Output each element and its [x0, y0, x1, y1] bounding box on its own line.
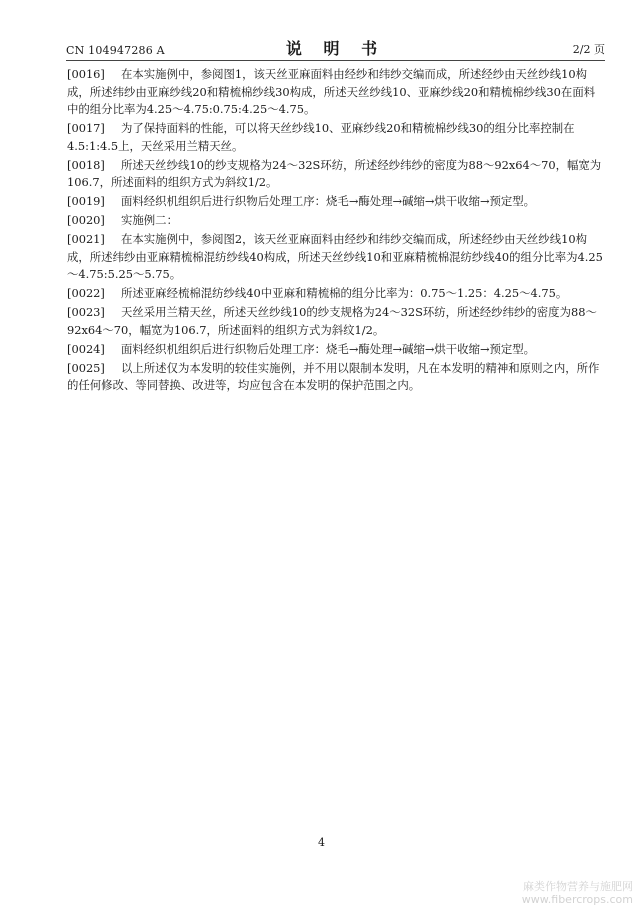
paragraph [67, 66, 605, 119]
watermark-url: www.fibercrops.com [521, 893, 633, 906]
paragraph-number: [0023] [67, 305, 105, 319]
paragraph-number: [0021] [67, 232, 105, 246]
paragraph [67, 231, 605, 284]
paragraph [67, 360, 605, 395]
paragraph-number: [0016] [67, 67, 105, 81]
paragraph-text: 以上所述仅为本发明的较佳实施例，并不用以限制本发明，凡在本发明的精神和原则之内，所作的任何修改、等同替换、改进等，均应包含在本发明的保护范围之内。 [67, 360, 600, 392]
paragraph-text: 面料经织机组织后进行织物后处理工序：烧毛→酶处理→碱缩→烘干收缩→预定型。 [121, 194, 536, 208]
paragraph-number: [0020] [67, 213, 105, 227]
paragraph-number: [0024] [67, 341, 105, 356]
watermark [522, 880, 633, 906]
paragraph-number: [0018] [67, 157, 105, 172]
paragraph-text: 面料经织机组织后进行织物后处理工序：烧毛→酶处理→碱缩→烘干收缩→预定型。 [121, 341, 536, 356]
paragraph [67, 120, 605, 155]
paragraph-text: 所述亚麻经梳棉混纺纱线40中亚麻和精梳棉的组分比率为：0.75～1.25：4.25～4.75。 [121, 286, 568, 300]
paragraph [67, 212, 605, 230]
paragraph [67, 285, 605, 303]
header-divider [66, 60, 605, 61]
document-title: 说 明 书 [285, 39, 386, 58]
paragraph [67, 193, 605, 211]
paragraph-number: [0017] [67, 121, 105, 135]
page-number: 4 [318, 836, 325, 849]
watermark-site-name: 麻类作物营养与施肥网 [523, 880, 633, 893]
paragraph [67, 341, 605, 359]
paragraph-text: 为了保持面料的性能，可以将天丝纱线10、亚麻纱线20和精梳棉纱线30的组分比率控制在4.5:1:4.5上，天丝采用兰精天丝。 [67, 121, 575, 153]
paragraph-text: 所述天丝纱线10的纱支规格为24～32S环纺，所述经纱纬纱的密度为88～92x64～70，幅宽为106.7，所述面料的组织方式为斜纹1/2。 [67, 157, 602, 189]
document-number: CN 104947286 A [66, 44, 165, 57]
document-body [67, 66, 605, 396]
paragraph [67, 304, 605, 339]
paragraph-number: [0022] [67, 286, 105, 300]
paragraph-text: 实施例二： [121, 213, 178, 227]
page-header [66, 34, 605, 60]
paragraph-text: 在本实施例中，参阅图2，该天丝亚麻面料由经纱和纬纱交编而成，所述经纱由天丝纱线10构成，所述纬纱由亚麻精梳棉混纺纱线40构成，所述天丝纱线10和亚麻精梳棉混纺纱线40的组分比率为4.25～4.75:5.25～5.75。 [67, 232, 603, 281]
paragraph-number: [0019] [67, 194, 105, 208]
page-info: 2/2 页 [572, 43, 605, 56]
paragraph-number: [0025] [67, 360, 105, 375]
paragraph-text: 天丝采用兰精天丝，所述天丝纱线10的纱支规格为24～32S环纺，所述经纱纬纱的密度为88～92x64～70，幅宽为106.7，所述面料的组织方式为斜纹1/2。 [67, 305, 597, 337]
paragraph [67, 157, 605, 192]
paragraph-text: 在本实施例中，参阅图1，该天丝亚麻面料由经纱和纬纱交编而成，所述经纱由天丝纱线10构成，所述纬纱由亚麻纱线20和精梳棉纱线30构成，所述天丝纱线10、亚麻纱线20和精梳棉纱线30在面料中的组分比率为4.25～4.75:0.75:4.25～4.75。 [67, 67, 596, 116]
